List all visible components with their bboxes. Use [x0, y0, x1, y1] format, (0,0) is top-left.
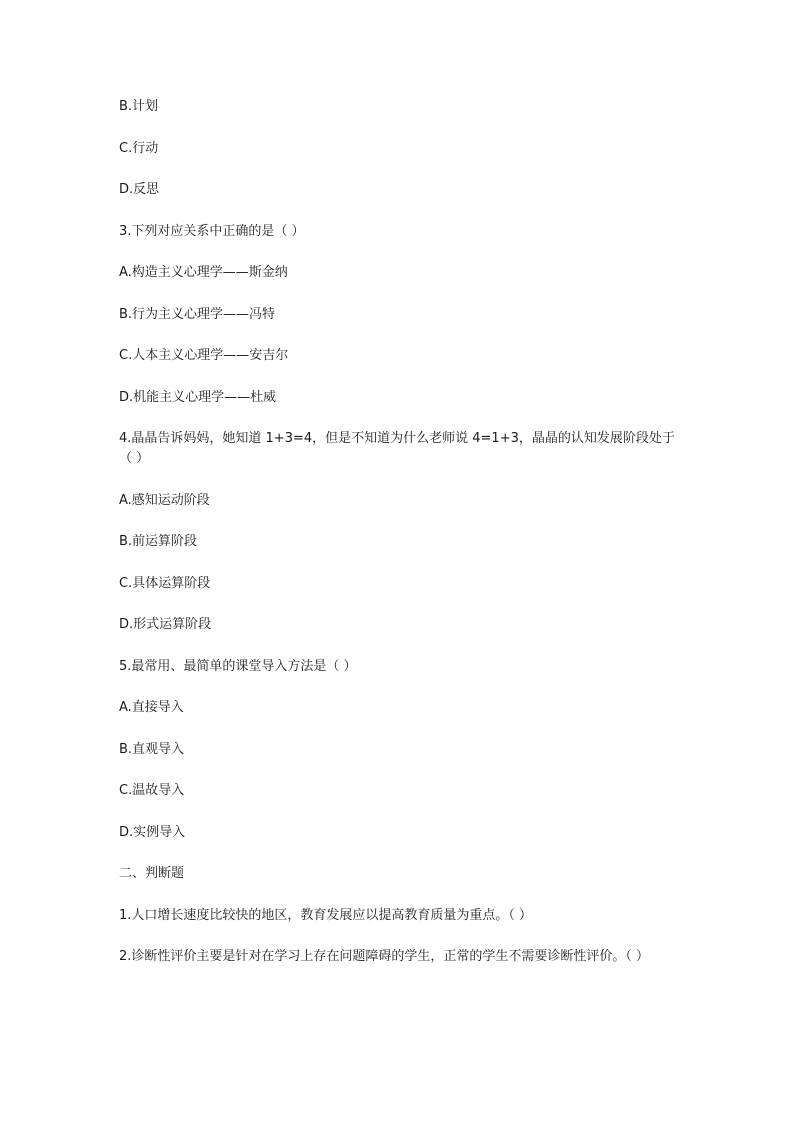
option-q2-d: D.反思: [119, 182, 160, 197]
option-q4-d: D.形式运算阶段: [119, 617, 212, 632]
option-q5-b: B.直观导入: [119, 741, 185, 757]
document-content: [119, 97, 675, 967]
option-q4-a: A.感知运动阶段: [119, 492, 210, 508]
option-q2-b: B.计划: [119, 99, 159, 114]
option-q5-d: D.实例导入: [119, 824, 186, 840]
option-q3-a: A.构造主义心理学——斯金纳: [119, 265, 288, 280]
option-q3-b: B.行为主义心理学——冯特: [119, 306, 276, 322]
option-q3-d: D.机能主义心理学——杜威: [119, 389, 277, 405]
option-q4-b: B.前运算阶段: [119, 534, 198, 549]
judgment-1: 1.人口增长速度比较快的地区，教育发展应以提高教育质量为重点。（ ）: [119, 907, 533, 923]
question-4: 4.晶晶告诉妈妈，她知道 1+3=4，但是不知道为什么老师说 4=1+3，晶晶的认知发展阶段处于（ ）: [119, 431, 675, 466]
option-q2-c: C.行动: [119, 140, 159, 156]
option-q5-c: C.温故导入: [119, 783, 185, 798]
judgment-2: 2.诊断性评价主要是针对在学习上存在问题障碍的学生，正常的学生不需要诊断性评价。（ ）: [119, 949, 650, 964]
question-5: 5.最常用、最简单的课堂导入方法是（ ）: [119, 658, 357, 674]
question-3: 3.下列对应关系中正确的是（ ）: [119, 223, 305, 239]
option-q5-a: A.直接导入: [119, 700, 184, 715]
section-heading-judgment: 二、判断题: [119, 866, 185, 881]
option-q4-c: C.具体运算阶段: [119, 575, 211, 591]
option-q3-c: C.人本主义心理学——安吉尔: [119, 348, 289, 363]
